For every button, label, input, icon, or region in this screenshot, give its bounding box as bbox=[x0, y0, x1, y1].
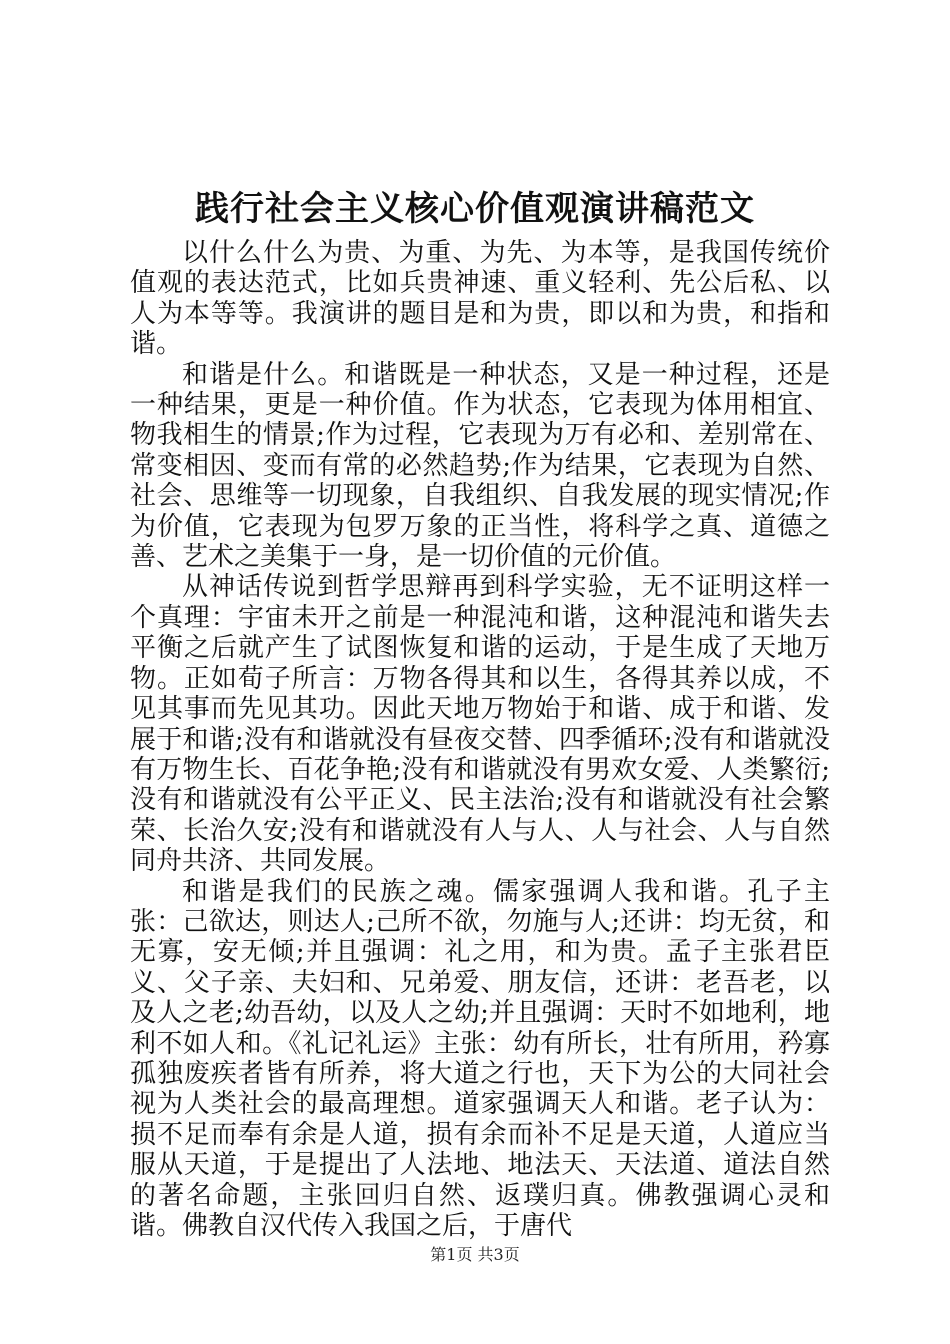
paragraph-4: 和谐是我们的民族之魂。儒家强调人我和谐。孔子主张：己欲达，则达人;己所不欲，勿施与人;还讲：均无贫，和无寡，安无倾;并且强调：礼之用，和为贵。孟子主张君臣义、父子亲、夫妇和、兄弟爱、朋友信，还讲：老吾老，以及人之老;幼吾幼，以及人之幼;并且强调：天时不如地利，地利不如人和。《礼记礼运》主张：幼有所长，壮有所用，矜寡孤独废疾者皆有所养，将大道之行也，天下为公的大同社会视为人类社会的最高理想。道家强调天人和谐。老子认为：损不足而奉有余是人道，损有余而补不足是天道，人道应当服从天道，于是提出了人法地、地法天、天法道、道法自然的著名命题，主张回归自然、返璞归真。佛教强调心灵和谐。佛教自汉代传入我国之后，于唐代 bbox=[130, 876, 830, 1241]
paragraph-1: 以什么什么为贵、为重、为先、为本等，是我国传统价值观的表达范式，比如兵贵神速、重义轻利、先公后私、以人为本等等。我演讲的题目是和为贵，即以和为贵，和指和谐。 bbox=[130, 238, 830, 360]
paragraph-2: 和谐是什么。和谐既是一种状态，又是一种过程，还是一种结果，更是一种价值。作为状态，它表现为体用相宜、物我相生的情景;作为过程，它表现为万有必和、差别常在、常变相因、变而有常的必然趋势;作为结果，它表现为自然、社会、思维等一切现象，自我组织、自我发展的现实情况;作为价值，它表现为包罗万象的正当性，将科学之真、道德之善、艺术之美集于一身，是一切价值的元价值。 bbox=[130, 359, 830, 573]
document-title: 践行社会主义核心价值观演讲稿范文 bbox=[195, 189, 755, 229]
document-body bbox=[130, 238, 830, 1241]
paragraph-3: 从神话传说到哲学思辩再到科学实验，无不证明这样一个真理：宇宙未开之前是一种混沌和谐，这种混沌和谐失去平衡之后就产生了试图恢复和谐的运动，于是生成了天地万物。正如荀子所言：万物各得其和以生，各得其养以成，不见其事而先见其功。因此天地万物始于和谐、成于和谐、发展于和谐;没有和谐就没有昼夜交替、四季循环;没有和谐就没有万物生长、百花争艳;没有和谐就没有男欢女爱、人类繁衍;没有和谐就没有公平正义、民主法治;没有和谐就没有社会繁荣、长治久安;没有和谐就没有人与人、人与社会、人与自然同舟共济、共同发展。 bbox=[130, 572, 830, 877]
page-number-footer: 第1页 共3页 bbox=[430, 1245, 520, 1264]
